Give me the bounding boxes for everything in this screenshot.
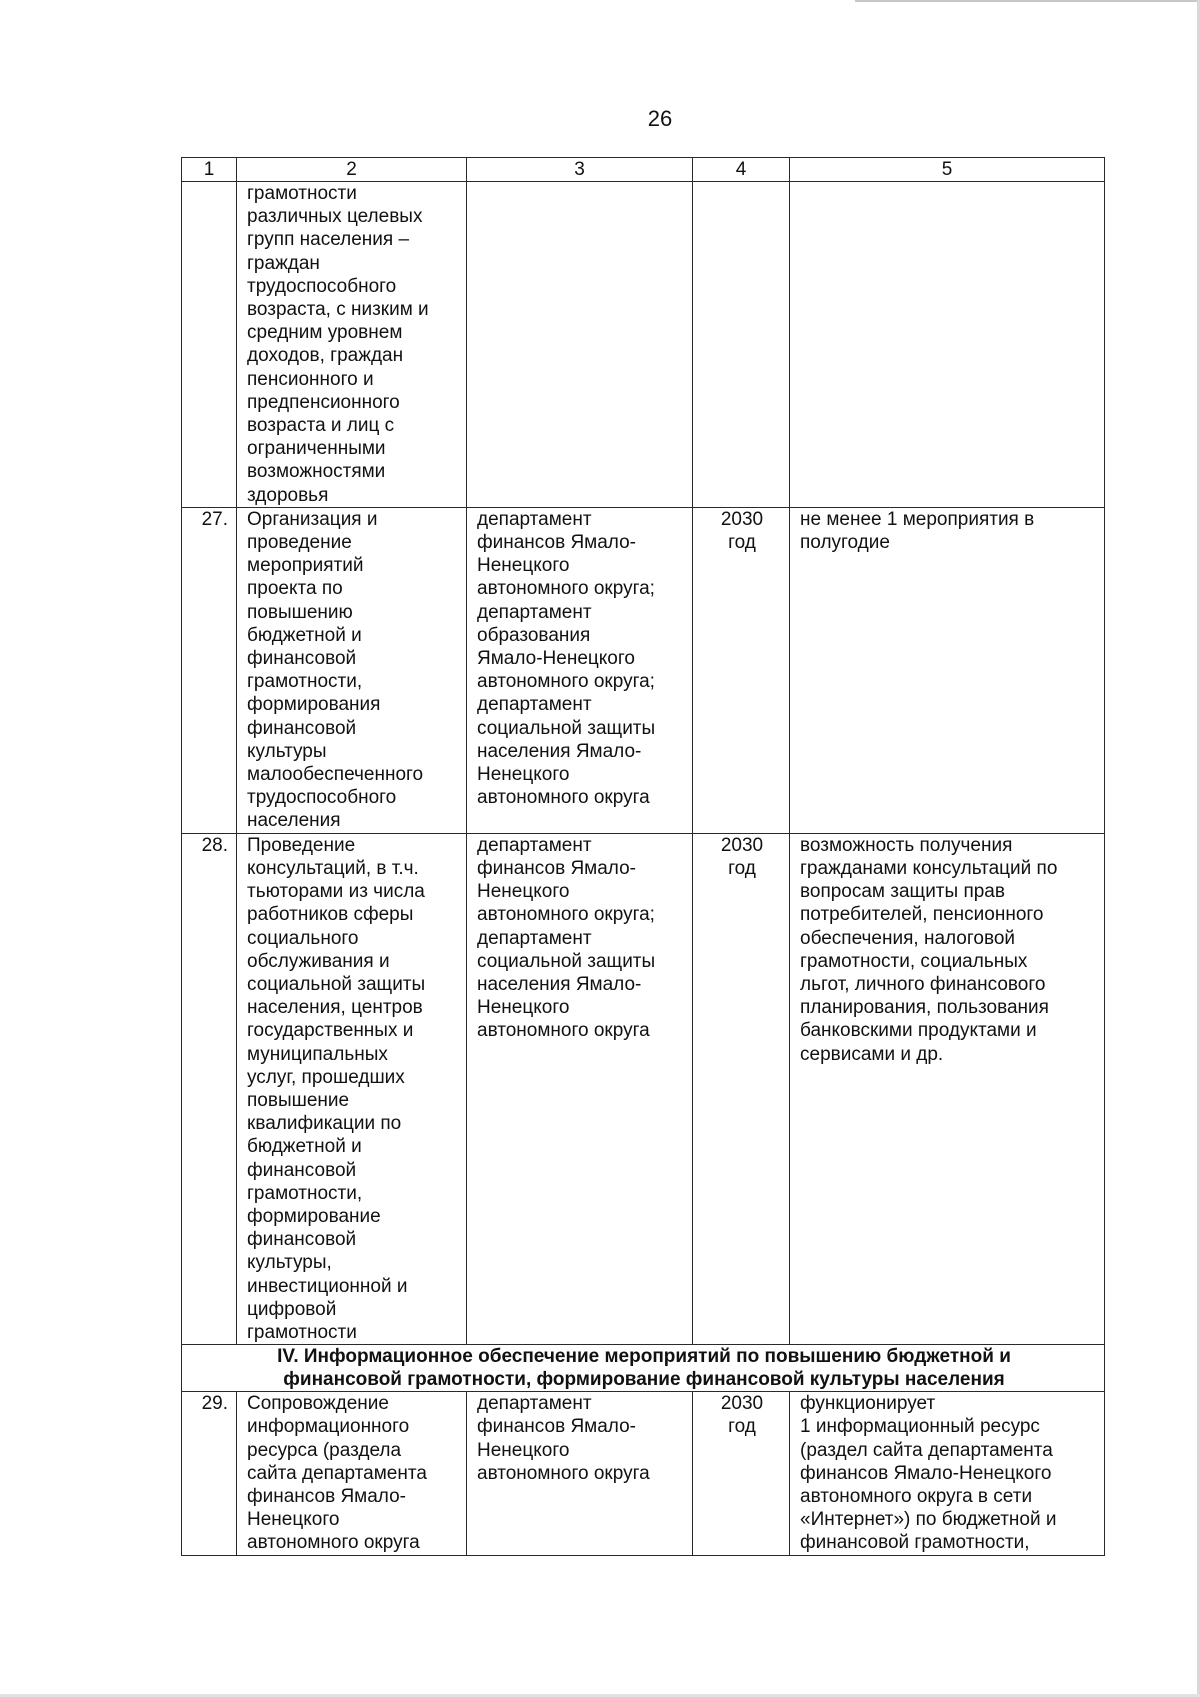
cell-responsible	[467, 182, 693, 508]
cell-result	[790, 1392, 1105, 1555]
cell-line: проекта по	[247, 578, 343, 600]
cell-line: Организация и	[247, 508, 378, 530]
cell-line: Ненецкого	[247, 1509, 340, 1531]
cell-result	[790, 507, 1105, 833]
cell-line: различных целевых	[247, 206, 423, 228]
cell-line: грамотности	[247, 1321, 357, 1343]
header-col-1: 1	[182, 158, 237, 182]
cell-line: грамотности,	[247, 1182, 363, 1204]
cell-line: автономного округа	[247, 1532, 420, 1554]
cell-line: финансовой	[247, 1159, 357, 1181]
cell-line: год	[728, 532, 756, 554]
cell-line: трудоспособного	[247, 275, 397, 297]
cell-measure	[237, 507, 467, 833]
cell-measure	[237, 833, 467, 1344]
table-header-row	[182, 158, 1105, 182]
cell-line: населения	[247, 810, 341, 832]
cell-measure	[237, 1392, 467, 1555]
cell-line: возраста и лиц с	[247, 415, 395, 437]
cell-line: возможностями	[247, 461, 386, 483]
section-heading	[182, 1345, 1105, 1392]
cell-line: автономного округа	[477, 1462, 650, 1484]
cell-line: финансовой	[247, 648, 357, 670]
cell-line: групп населения –	[247, 229, 410, 251]
cell-line: здоровья	[247, 484, 329, 506]
cell-line: Ненецкого	[477, 1439, 570, 1461]
cell-line: средним уровнем	[247, 322, 403, 344]
cell-line: бюджетной и	[247, 624, 362, 646]
cell-line: Ямало-Ненецкого	[477, 648, 635, 670]
cell-responsible	[467, 833, 693, 1344]
cell-line: департамент	[477, 1393, 592, 1415]
cell-line: финансов Ямало-Ненецкого	[800, 1462, 1052, 1484]
cell-line: «Интернет») по бюджетной и	[800, 1509, 1057, 1531]
cell-line: трудоспособного	[247, 787, 397, 809]
cell-line: вопросам защиты прав	[800, 881, 1005, 903]
table-row-continuation	[182, 182, 1105, 508]
cell-line: сервисами и др.	[800, 1043, 944, 1065]
cell-line: департамент	[477, 834, 592, 856]
cell-line: культуры,	[247, 1252, 332, 1274]
cell-line: граждан	[247, 252, 320, 274]
cell-line: мероприятий	[247, 555, 364, 577]
cell-num: 27.	[182, 507, 237, 833]
cell-line: проведение	[247, 532, 352, 554]
cell-line: грамотности,	[247, 671, 363, 693]
cell-line: автономного округа в сети	[800, 1485, 1033, 1507]
cell-line: льгот, личного финансового	[800, 973, 1046, 995]
cell-line: год	[728, 1416, 756, 1438]
cell-line: пенсионного и	[247, 368, 374, 390]
cell-result	[790, 182, 1105, 508]
cell-measure	[237, 182, 467, 508]
cell-line: Ненецкого	[477, 555, 570, 577]
cell-line: потребителей, пенсионного	[800, 904, 1044, 926]
cell-line: повышение	[247, 1089, 350, 1111]
cell-num: 29.	[182, 1392, 237, 1555]
cell-line: формирование	[247, 1205, 381, 1227]
cell-line: 2030	[720, 508, 764, 530]
cell-line: департамент	[477, 694, 592, 716]
cell-line: финансовой	[247, 717, 357, 739]
cell-line: обслуживания и	[247, 950, 390, 972]
cell-line: функционирует	[800, 1393, 936, 1415]
cell-line: грамотности, социальных	[800, 950, 1028, 972]
cell-line: планирования, пользования	[800, 997, 1049, 1019]
cell-deadline	[693, 1392, 790, 1555]
cell-line: 2030	[720, 834, 764, 856]
cell-line: Ненецкого	[477, 997, 570, 1019]
cell-line: департамент	[477, 508, 592, 530]
cell-line: возраста, с низким и	[247, 299, 429, 321]
cell-line: автономного округа	[477, 1020, 650, 1042]
cell-num: 28.	[182, 833, 237, 1344]
header-col-2: 2	[237, 158, 467, 182]
cell-line: финансовой грамотности, формирование финансовой культуры населения	[283, 1369, 1005, 1391]
cell-line: формирования	[247, 694, 381, 716]
cell-line: 1 информационный ресурс	[800, 1416, 1040, 1438]
cell-line: социальной защиты	[247, 973, 426, 995]
cell-line: не менее 1 мероприятия в	[800, 508, 1035, 530]
cell-responsible	[467, 507, 693, 833]
cell-line: сайта департамента	[247, 1462, 427, 1484]
cell-line: возможность получения	[800, 834, 1013, 856]
header-col-5: 5	[790, 158, 1105, 182]
cell-line: департамент	[477, 927, 592, 949]
cell-line: населения Ямало-	[477, 973, 642, 995]
cell-line: населения, центров	[247, 997, 423, 1019]
header-col-4: 4	[693, 158, 790, 182]
table-row-28	[182, 833, 1105, 1344]
cell-line: 2030	[720, 1393, 764, 1415]
cell-line: финансов Ямало-	[477, 532, 636, 554]
cell-line: ресурса (раздела	[247, 1439, 402, 1461]
cell-responsible	[467, 1392, 693, 1555]
cell-line: департамент	[477, 601, 592, 623]
cell-line: финансов Ямало-	[247, 1485, 406, 1507]
cell-line: доходов, граждан	[247, 345, 404, 367]
cell-deadline	[693, 507, 790, 833]
cell-line: образования	[477, 624, 591, 646]
cell-line: автономного округа;	[477, 671, 655, 693]
cell-line: малообеспеченного	[247, 764, 424, 786]
cell-num	[182, 182, 237, 508]
cell-line: повышению	[247, 601, 353, 623]
cell-line: грамотности	[247, 183, 357, 204]
cell-line: социальной защиты	[477, 950, 656, 972]
cell-line: автономного округа	[477, 787, 650, 809]
cell-line: IV. Информационное обеспечение мероприятий по повышению бюджетной и	[277, 1346, 1011, 1368]
cell-line: Ненецкого	[477, 764, 570, 786]
cell-line: гражданами консультаций по	[800, 857, 1058, 879]
cell-line: бюджетной и	[247, 1136, 362, 1158]
cell-line: квалификации по	[247, 1113, 402, 1135]
cell-line: цифровой	[247, 1298, 337, 1320]
cell-line: (раздел сайта департамента	[800, 1439, 1053, 1461]
cell-line: Сопровождение	[247, 1393, 389, 1415]
cell-result	[790, 833, 1105, 1344]
table-row-29	[182, 1392, 1105, 1555]
cell-line: социального	[247, 927, 359, 949]
cell-line: культуры	[247, 740, 327, 762]
cell-line: финансов Ямало-	[477, 1416, 636, 1438]
cell-deadline	[693, 182, 790, 508]
cell-line: населения Ямало-	[477, 740, 642, 762]
cell-line: тьюторами из числа	[247, 881, 425, 903]
cell-line: обеспечения, налоговой	[800, 927, 1016, 949]
cell-line: ограниченными	[247, 438, 386, 460]
cell-line: государственных и	[247, 1020, 414, 1042]
cell-line: социальной защиты	[477, 717, 656, 739]
cell-line: муниципальных	[247, 1043, 388, 1065]
cell-line: финансовой грамотности,	[800, 1532, 1030, 1554]
page-number: 26	[647, 106, 673, 131]
header-col-3: 3	[467, 158, 693, 182]
table-row-27	[182, 507, 1105, 833]
cell-line: консультаций, в т.ч.	[247, 857, 419, 879]
section-row	[182, 1345, 1105, 1392]
cell-deadline	[693, 833, 790, 1344]
cell-line: Ненецкого	[477, 881, 570, 903]
cell-line: информационного	[247, 1416, 410, 1438]
cell-line: финансовой	[247, 1229, 357, 1251]
cell-line: работников сферы	[247, 904, 414, 926]
cell-line: инвестиционной и	[247, 1275, 408, 1297]
scan-edge-top	[855, 0, 1200, 2]
cell-line: финансов Ямало-	[477, 857, 636, 879]
cell-line: услуг, прошедших	[247, 1066, 405, 1088]
cell-line: полугодие	[800, 532, 890, 554]
cell-line: автономного округа;	[477, 578, 655, 600]
cell-line: предпенсионного	[247, 391, 400, 413]
cell-line: банковскими продуктами и	[800, 1020, 1037, 1042]
cell-line: Проведение	[247, 834, 356, 856]
measures-table	[181, 157, 1105, 1556]
cell-line: год	[728, 857, 756, 879]
cell-line: автономного округа;	[477, 904, 655, 926]
